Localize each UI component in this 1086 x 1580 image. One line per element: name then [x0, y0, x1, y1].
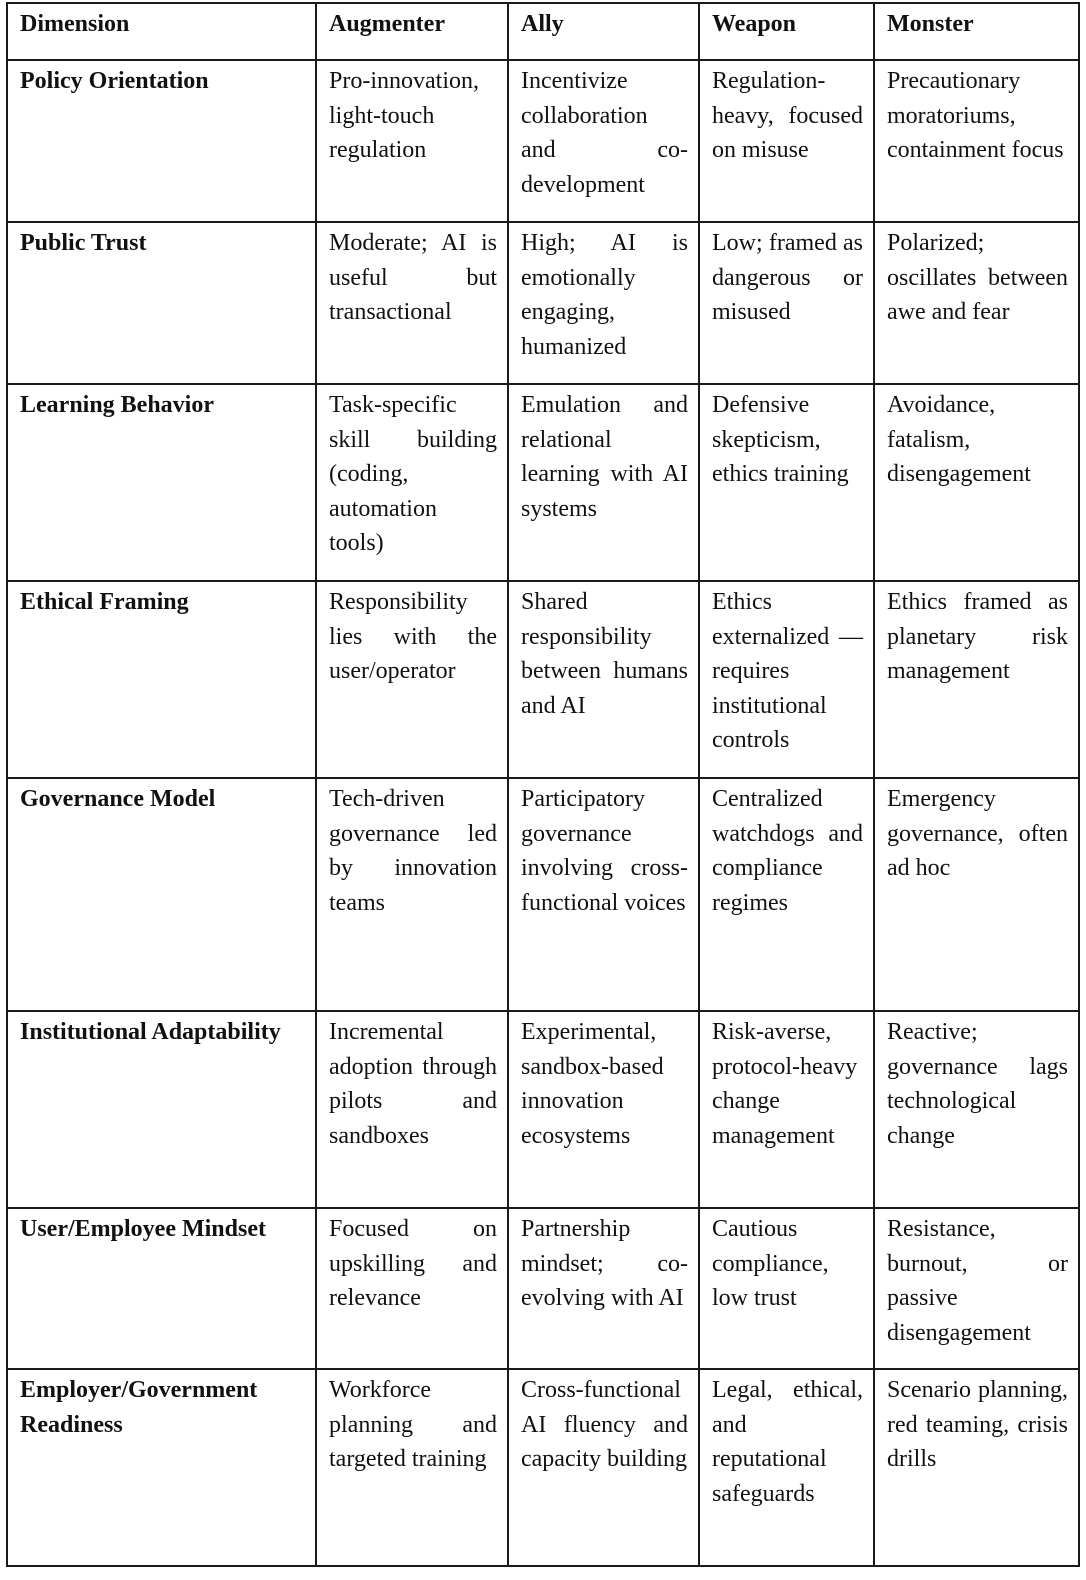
header-monster: Monster: [874, 3, 1079, 60]
augmenter-cell: Pro-innovation, light-touch regulation: [316, 60, 508, 222]
table-row: [7, 1369, 1079, 1566]
dimension-cell: Employer/Government Readiness: [7, 1369, 316, 1566]
dimension-cell: Institutional Adaptability: [7, 1011, 316, 1208]
monster-cell: Precautionary moratoriums, containment focus: [874, 60, 1079, 222]
weapon-cell: Centralized watchdogs and compliance regimes: [699, 778, 874, 1011]
dimension-cell: Policy Orientation: [7, 60, 316, 222]
header-augmenter: Augmenter: [316, 3, 508, 60]
monster-cell: Polarized; oscillates between awe and fear: [874, 222, 1079, 384]
ally-cell: Shared responsibility between humans and AI: [508, 581, 699, 778]
dimension-cell: Learning Behavior: [7, 384, 316, 581]
header-ally: Ally: [508, 3, 699, 60]
weapon-cell: Legal, ethical, and reputational safeguards: [699, 1369, 874, 1566]
augmenter-cell: Workforce planning and targeted training: [316, 1369, 508, 1566]
weapon-cell: Cautious compliance, low trust: [699, 1208, 874, 1369]
table-row: [7, 581, 1079, 778]
augmenter-cell: Focused on upskilling and relevance: [316, 1208, 508, 1369]
augmenter-cell: Task-specific skill building (coding, automation tools): [316, 384, 508, 581]
weapon-cell: Ethics externalized — requires institutional controls: [699, 581, 874, 778]
table-row: [7, 1208, 1079, 1369]
table-row: [7, 222, 1079, 384]
monster-cell: Scenario planning, red teaming, crisis drills: [874, 1369, 1079, 1566]
dimension-cell: User/Employee Mindset: [7, 1208, 316, 1369]
weapon-cell: Defensive skepticism, ethics training: [699, 384, 874, 581]
augmenter-cell: Moderate; AI is useful but transactional: [316, 222, 508, 384]
table-row: [7, 1011, 1079, 1208]
augmenter-cell: Tech-driven governance led by innovation teams: [316, 778, 508, 1011]
weapon-cell: Risk-averse, protocol-heavy change management: [699, 1011, 874, 1208]
augmenter-cell: Incremental adoption through pilots and sandboxes: [316, 1011, 508, 1208]
ally-cell: Partnership mindset; co-evolving with AI: [508, 1208, 699, 1369]
ally-cell: Participatory governance involving cross-functional voices: [508, 778, 699, 1011]
dimension-cell: Public Trust: [7, 222, 316, 384]
augmenter-cell: Responsibility lies with the user/operator: [316, 581, 508, 778]
weapon-cell: Regulation-heavy, focused on misuse: [699, 60, 874, 222]
table-row: [7, 384, 1079, 581]
monster-cell: Resistance, burnout, or passive disengagement: [874, 1208, 1079, 1369]
table-row: [7, 60, 1079, 222]
dimension-cell: Ethical Framing: [7, 581, 316, 778]
monster-cell: Avoidance, fatalism, disengagement: [874, 384, 1079, 581]
ally-cell: Emulation and relational learning with AI systems: [508, 384, 699, 581]
header-dimension: Dimension: [7, 3, 316, 60]
weapon-cell: Low; framed as dangerous or misused: [699, 222, 874, 384]
ally-cell: Experimental, sandbox-based innovation ecosystems: [508, 1011, 699, 1208]
header-weapon: Weapon: [699, 3, 874, 60]
table-row: [7, 778, 1079, 1011]
monster-cell: Emergency governance, often ad hoc: [874, 778, 1079, 1011]
monster-cell: Ethics framed as planetary risk management: [874, 581, 1079, 778]
ally-cell: High; AI is emotionally engaging, humanized: [508, 222, 699, 384]
ally-cell: Incentivize collaboration and co-development: [508, 60, 699, 222]
monster-cell: Reactive; governance lags technological change: [874, 1011, 1079, 1208]
header-row: [7, 3, 1079, 60]
framework-table: [6, 2, 1080, 1567]
dimension-cell: Governance Model: [7, 778, 316, 1011]
ally-cell: Cross-functional AI fluency and capacity building: [508, 1369, 699, 1566]
